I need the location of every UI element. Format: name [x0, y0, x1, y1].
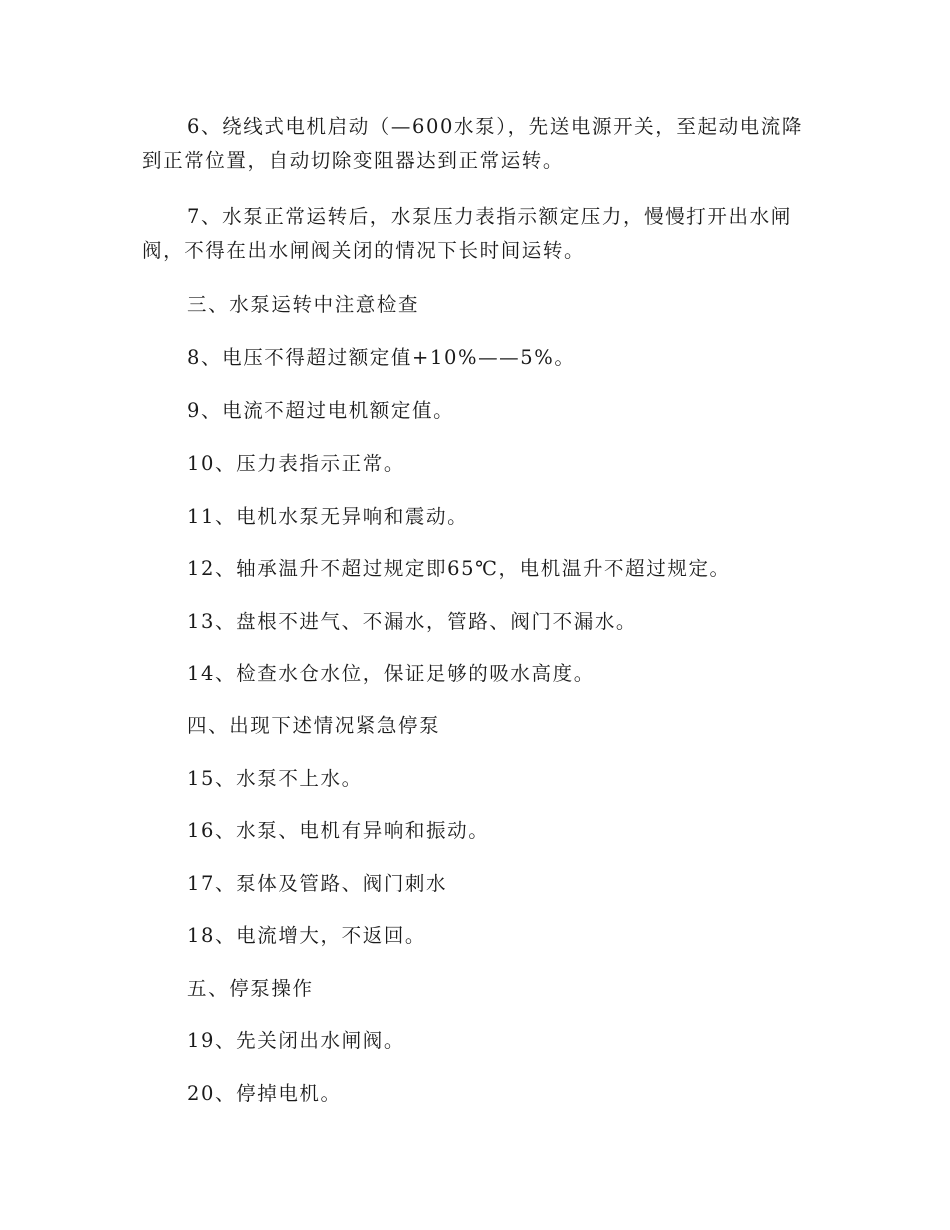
paragraph-item-7: 7、水泵正常运转后，水泵压力表指示额定压力，慢慢打开出水闸阀，不得在出水闸阀关闭的情况下长时间运转。 [142, 205, 792, 262]
paragraph-item-10: 10、压力表指示正常。 [187, 452, 405, 475]
section-heading-4: 四、出现下述情况紧急停泵 [187, 714, 441, 737]
paragraph-item-20: 20、停掉电机。 [187, 1082, 342, 1105]
paragraph-item-8: 8、电压不得超过额定值+10%——5%。 [187, 346, 576, 369]
paragraph-item-6: 6、绕线式电机启动（—600水泵），先送电源开关，至起动电流降到正常位置，自动切除变阻器达到正常运转。 [142, 115, 803, 172]
paragraph-item-11: 11、电机水泵无异响和震动。 [187, 505, 469, 528]
paragraph-item-15: 15、水泵不上水。 [187, 767, 363, 790]
paragraph-item-13: 13、盘根不进气、不漏水，管路、阀门不漏水。 [187, 610, 638, 633]
section-heading-5: 五、停泵操作 [187, 977, 314, 1000]
section-heading-3: 三、水泵运转中注意检查 [187, 293, 420, 316]
paragraph-item-9: 9、电流不超过电机额定值。 [187, 399, 455, 422]
paragraph-item-17: 17、泵体及管路、阀门刺水 [187, 872, 448, 895]
paragraph-item-18: 18、电流增大，不返回。 [187, 924, 427, 947]
paragraph-item-12: 12、轴承温升不超过规定即65℃，电机温升不超过规定。 [187, 557, 731, 580]
paragraph-item-14: 14、检查水仓水位，保证足够的吸水高度。 [187, 662, 595, 685]
paragraph-item-16: 16、水泵、电机有异响和振动。 [187, 819, 490, 842]
paragraph-item-19: 19、先关闭出水闸阀。 [187, 1029, 405, 1052]
